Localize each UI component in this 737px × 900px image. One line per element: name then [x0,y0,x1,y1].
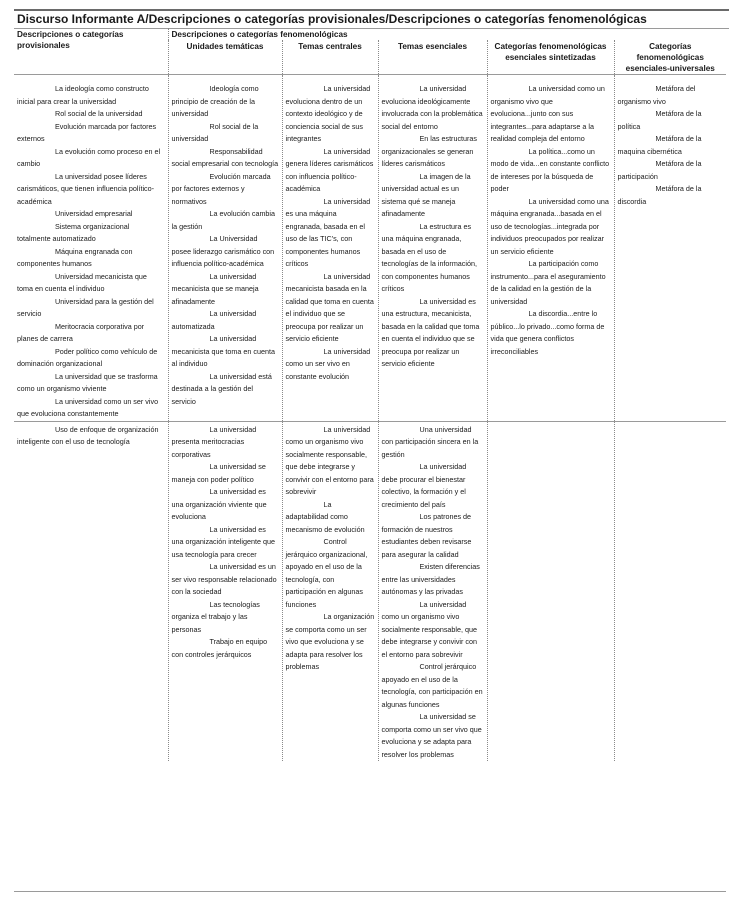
header-temas-centrales: Temas centrales [282,40,378,75]
list-item: Rol social de la universidad [171,121,259,143]
list-item: Metáfora de la política [617,109,702,131]
list-item: La universidad es una organización viviente que evoluciona [171,487,267,521]
list-item: La universidad evoluciona ideológicamente involucrada con la problemática social del entorno [381,84,483,131]
list-item: La universidad presenta meritocracias corporativas [171,424,257,459]
row2-temas-centrales-cell [282,421,378,761]
list-item: La universidad evoluciona dentro de un contexto ideológico y de conciencia social de sus integrantes [285,84,371,143]
list-item: Metáfora del organismo vivo [617,84,696,106]
list-item: La universidad es un ser vivo responsable relacionado con la sociedad [171,562,277,596]
list-item: La imagen de la universidad actual es un sistema qué se maneja afinadamente [381,171,471,218]
list-item: La universidad posee líderes carismáticos, que tienen influencia político-académica [17,171,155,206]
list-item: La universidad es una máquina engranada, basada en el uso de las TIC's, con componentes humanos críticos [285,196,371,268]
list-item: La universidad es una estructura, mecanicista, basada en la calidad que toma en cuenta el individuo que se preocupa por realizar un servicio eficiente [381,296,480,368]
list-item: Universidad para la gestión del servicio [17,296,154,318]
list-item: Los patrones de formación de nuestros estudiantes deben revisarse para asegurar la calidad [381,512,472,559]
list-item: Una universidad con participación sincera en la gestión [381,424,479,459]
list-item: Poder político como vehículo de dominación organizacional [17,346,158,368]
list-item: En las estructuras organizacionales se generan líderes carismáticos [381,134,478,168]
row2-provisional-cell [14,421,168,761]
list-item: La Universidad posee liderazgo carismático con influencia político-académica [171,234,275,268]
row2-universales-cell [614,421,726,761]
document-title: Discurso Informante A/Descripciones o categorías provisionales/Descripciones o categorías fenomenológicas [14,9,729,29]
list-item: Trabajo en equipo con controles jerárquicos [171,637,268,659]
table-bottom-rule [14,891,726,892]
list-item: Metáfora de la maquina cibernética [617,134,702,156]
list-item: Máquina engranada con componentes humanos [17,246,133,268]
list-item: La organización se comporta como un ser vivo que evoluciona y se adapta para resolver los problemas [285,612,375,671]
header-provisional: Descripciones o categorías provisionales [17,30,124,50]
row2-sintetizadas-cell [487,421,614,761]
list-item: Universidad mecanicista que toma en cuenta el individuo [17,271,147,293]
list-item: La universidad está destinada a la gestión del servicio [171,371,272,406]
row2-unidades-cell [168,421,282,761]
list-item: La evolución cambia la gestión [171,209,276,231]
list-item: Universidad empresarial [55,209,133,218]
list-item: La universidad debe procurar el bienestar colectivo, la formación y el crecimiento del país [381,462,467,509]
list-item: La universidad mecanicista basada en la calidad que toma en cuenta el individuo que se preocupa por realizar un servicio eficiente [285,271,374,343]
list-item: La universidad como un ser vivo en constante evolución [285,346,371,381]
list-item: Rol social de la universidad [55,109,143,118]
list-item: La evolución como proceso en el cambio [17,146,161,168]
list-item: La ideología como constructo inicial para crear la universidad [17,84,149,106]
list-item: Metáfora de la participación [617,159,702,181]
list-item: La adaptabilidad como mecanismo de evolución [285,499,365,534]
row1-sintetizadas-cell [487,75,614,422]
list-item: La universidad que se trasforma como un organismo viviente [17,371,158,393]
list-item: Meritocracia corporativa por planes de carrera [17,321,145,343]
list-item: La universidad como un ser vivo que evoluciona constantemente [17,396,159,418]
header-sintetizadas: Categorías fenomenológicas esenciales sintetizadas [487,40,614,75]
row1-temas-centrales-cell [282,75,378,422]
list-item: La universidad se maneja con poder político [171,462,266,484]
row2-temas-esenciales-cell [378,421,487,761]
row1-universales-cell [614,75,726,422]
list-item: La participación como instrumento...para el aseguramiento de la calidad en la gestión de la universidad [490,259,606,306]
list-item: La universidad mecanicista que toma en cuenta al individuo [171,334,275,368]
row1-temas-esenciales-cell [378,75,487,422]
list-item: La universidad como un organismo vivo socialmente responsable, que debe integrarse y convivir con el entorno para sobrevivir [381,599,477,659]
categories-table [14,28,726,761]
table-row [14,421,726,761]
list-item: Evolución marcada por factores externos y normativos [171,171,271,206]
row1-provisional-cell [14,75,168,422]
list-item: La universidad mecanicista que se maneja afinadamente [171,271,259,306]
list-item: La universidad genera líderes carismáticos con influencia político-académica [285,146,374,193]
list-item: La universidad se comporta como un ser vivo que evoluciona y se adapta para resolver los problemas [381,712,482,759]
header-unidades: Unidades temáticas [168,40,282,75]
list-item: Ideología como principio de creación de la universidad [171,84,259,118]
list-item: La discordia...entre lo público...lo privado...como forma de vida que genera conflictos irreconciliables [490,309,605,356]
list-item: Metáfora de la discordia [617,184,702,206]
list-item: La universidad como una máquina engranada...basada en el uso de tecnologías...integrada por individuos preocupados por realizar un servicio eficiente [490,196,609,256]
list-item: Evolución marcada por factores externos [17,121,157,143]
list-item: Las tecnologías organiza el trabajo y las personas [171,599,260,634]
list-item: Control jerárquico organizacional, apoyado en el uso de la tecnología, con participación en algunas funciones [285,537,368,609]
list-item: Responsabilidad social empresarial con tecnología [171,146,279,168]
list-item: La universidad como un organismo vivo socialmente responsable, que debe integrarse y convivir con el entorno para sobrevivir [285,424,374,496]
header-temas-esenciales: Temas esenciales [378,40,487,75]
list-item: Uso de enfoque de organización inteligente con el uso de tecnología [17,424,159,446]
list-item: La estructura es una máquina engranada, basada en el uso de tecnologías de la información, con componentes humanos críticos [381,221,477,293]
table-row [14,75,726,422]
list-item: La política...como un modo de vida...en constante conflicto de intereses por la búsqueda de poder [490,146,610,193]
list-item: Sistema organizacional totalmente automatizado [17,221,130,243]
row1-unidades-cell [168,75,282,422]
list-item: La universidad como un organismo vivo que evoluciona...junto con sus integrantes...para adaptarse a la realidad compleja del entorno [490,84,605,143]
header-universales: Categorías fenomenológicas esenciales-universales [614,40,726,75]
list-item: La universidad automatizada [171,309,257,331]
header-group: Descripciones o categorías fenomenológicas [168,28,726,40]
list-item: La universidad es una organización inteligente que usa tecnología para crecer [171,524,275,559]
list-item: Control jerárquico apoyado en el uso de la tecnología, con participación en algunas funciones [381,662,483,709]
list-item: Existen diferencias entre las universidades autónomas y las privadas [381,562,480,596]
